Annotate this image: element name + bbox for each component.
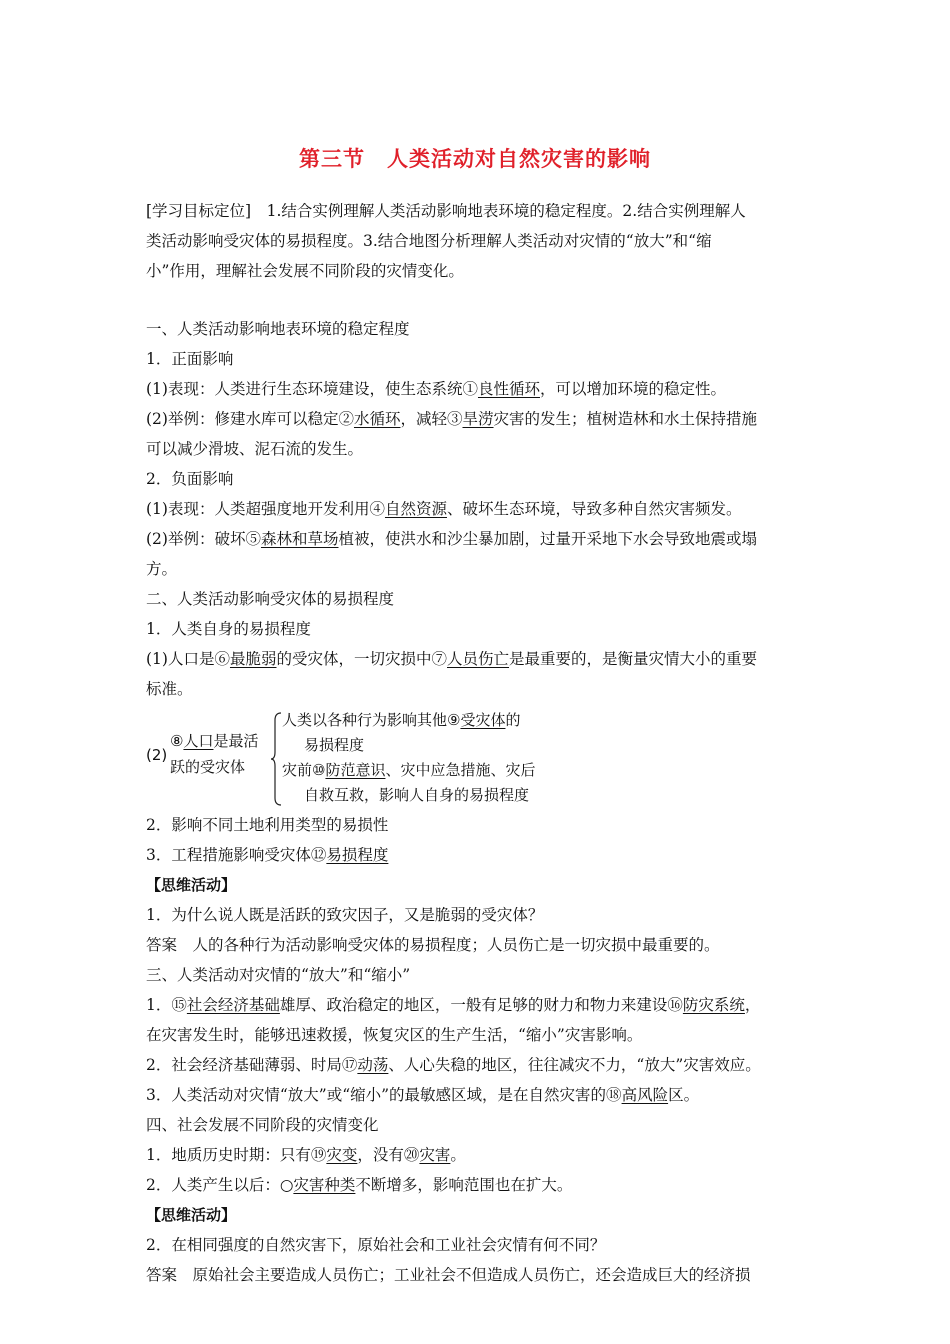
thinking-activity-1-answer: 答案 人的各种行为活动影响受灾体的易损程度；人员伤亡是一切灾损中最重要的。 <box>146 936 720 954</box>
brace-number: (2) <box>146 746 168 764</box>
blank-answer: 灾害种类 <box>293 1176 356 1194</box>
objectives-line-3: 小”作用，理解社会发展不同阶段的灾情变化。 <box>146 262 464 280</box>
blank-answer: 受灾体 <box>460 711 506 729</box>
blank-answer: 人员伤亡 <box>447 650 510 668</box>
section-2-para-1: (1)人口是⑥最脆弱的受灾体，一切灾损中⑦人员伤亡是最重要的，是衡量灾情大小的重要 <box>146 650 758 668</box>
section-1-sub-1: 1．正面影响 <box>146 350 234 368</box>
thinking-activity-2-label: 【思维活动】 <box>146 1206 237 1224</box>
blank-answer: 最脆弱 <box>229 650 277 668</box>
section-1-para-4: (2)举例：破坏⑤森林和草场植被，使洪水和沙尘暴加剧，过量开采地下水会导致地震或塌 <box>146 530 757 548</box>
section-2-heading: 二、人类活动影响受灾体的易损程度 <box>146 590 395 608</box>
blank-answer: 森林和草场 <box>260 530 339 548</box>
section-2-sub-3: 3．工程措施影响受灾体⑫易损程度 <box>146 846 389 864</box>
section-1-para-1: (1)表现：人类进行生态环境建设，使生态系统①良性循环，可以增加环境的稳定性。 <box>146 380 726 398</box>
section-3-heading: 三、人类活动对灾情的“放大”和“缩小” <box>146 966 411 984</box>
brace-right-text: 人类以各种行为影响其他⑨受灾体的 易损程度 灾前⑩防范意识、灾中应急措施、灾后 自救互救，影响人自身的易损程度 <box>282 711 536 804</box>
section-3-para-3: 3．人类活动对灾情“放大”或“缩小”的最敏感区域，是在自然灾害的⑱高风险区。 <box>146 1086 700 1104</box>
page-title: 第三节 人类活动对自然灾害的影响 <box>299 147 651 171</box>
section-1-heading: 一、人类活动影响地表环境的稳定程度 <box>146 320 410 338</box>
section-4-para-2: 2．人类产生以后：○灾害种类不断增多，影响范围也在扩大。 <box>146 1176 573 1194</box>
blank-answer: 防灾系统 <box>682 996 745 1014</box>
curly-brace <box>270 712 282 806</box>
section-4-heading: 四、社会发展不同阶段的灾情变化 <box>146 1116 379 1134</box>
section-4-para-1: 1．地质历史时期：只有⑲灾变，没有⑳灾害。 <box>146 1146 466 1164</box>
blank-answer: 自然资源 <box>384 500 447 518</box>
thinking-activity-2-answer: 答案 原始社会主要造成人员伤亡；工业社会不但造成人员伤亡，还会造成巨大的经济损 <box>146 1266 751 1284</box>
brace-left-text: ⑧人口是最活 跃的受灾体 <box>170 732 259 776</box>
blank-answer: 防范意识 <box>325 761 386 779</box>
thinking-activity-2-question: 2．在相同强度的自然灾害下，原始社会和工业社会灾情有何不同？ <box>146 1236 606 1254</box>
objectives-line-1: [学习目标定位] 1.结合实例理解人类活动影响地表环境的稳定程度。2.结合实例理解人 <box>146 202 746 220</box>
section-2-sub-1: 1．人类自身的易损程度 <box>146 620 311 638</box>
section-1-para-2: (2)举例：修建水库可以稳定②水循环，减轻③旱涝灾害的发生；植树造林和水土保持措施 <box>146 410 758 428</box>
blank-answer: 人口 <box>183 732 214 750</box>
blank-answer: 灾害 <box>419 1146 451 1164</box>
objectives-line-2: 类活动影响受灾体的易损程度。3.结合地图分析理解人类活动对灾情的“放大”和“缩 <box>146 232 712 250</box>
blank-answer: 社会经济基础 <box>186 996 280 1014</box>
blank-answer: 旱涝 <box>462 410 494 428</box>
blank-answer: 高风险 <box>621 1086 669 1104</box>
section-3-para-2: 2．社会经济基础薄弱、时局⑰动荡、人心失稳的地区，往往减灾不力，“放大”灾害效应。 <box>146 1056 761 1074</box>
section-3-para-1-cont: 在灾害发生时，能够迅速救援，恢复灾区的生产生活，“缩小”灾害影响。 <box>146 1026 643 1044</box>
blank-answer: 良性循环 <box>477 380 540 398</box>
objectives-label: [学习目标定位] <box>146 202 252 220</box>
thinking-activity-1-label: 【思维活动】 <box>146 876 237 894</box>
document-body <box>146 196 814 1290</box>
blank-answer: 易损程度 <box>326 846 389 864</box>
brace-diagram <box>146 708 814 808</box>
section-1-sub-2: 2．负面影响 <box>146 470 234 488</box>
section-3-para-1: 1．⑮社会经济基础雄厚、政治稳定的地区，一般有足够的财力和物力来建设⑯防灾系统， <box>146 996 761 1014</box>
section-1-para-3: (1)表现：人类超强度地开发利用④自然资源、破坏生态环境，导致多种自然灾害频发。 <box>146 500 742 518</box>
blank-answer: 水循环 <box>353 410 401 428</box>
thinking-activity-1-question: 1．为什么说人既是活跃的致灾因子，又是脆弱的受灾体？ <box>146 906 544 924</box>
section-1-para-2-cont: 可以减少滑坡、泥石流的发生。 <box>146 440 364 458</box>
blank-answer: 动荡 <box>357 1056 389 1074</box>
blank-answer: 灾变 <box>326 1146 358 1164</box>
section-1-para-4-cont: 方。 <box>146 560 178 578</box>
section-2-para-1-cont: 标准。 <box>146 680 193 698</box>
section-2-sub-2: 2．影响不同土地利用类型的易损性 <box>146 816 389 834</box>
